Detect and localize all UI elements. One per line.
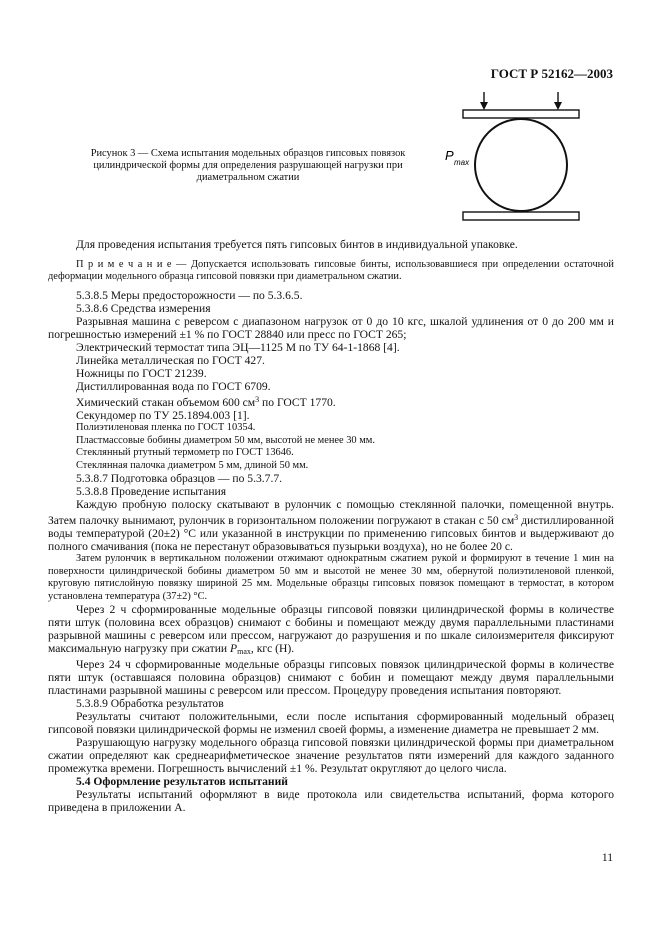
paragraph-report: Результаты испытаний оформляют в виде протокола или свидетельства испытаний, форма которого приведена в приложении А.: [48, 788, 614, 814]
paragraph-calculation: Разрушающую нагрузку модельного образца гипсовой повязки цилиндрической формы при диаметральном сжатии определяют как среднеарифметическое значение результатов пяти измерений для каждого заданного промежутка времени. Погрешность вычислений ±1 %. Результат округляют до целого числа.: [48, 736, 614, 775]
item-rod: Стеклянная палочка диаметром 5 мм, длиной 50 мм.: [76, 459, 309, 471]
section-5-3-8-5: 5.3.8.5 Меры предосторожности — по 5.3.6.5.: [76, 289, 303, 302]
cylindrical-specimen: [475, 119, 567, 211]
p1-text-end: дистиллированной воды температурой (20±2) °С или указанной в инструкции по применению гипсовых бинтов и выдерживают до полного смачивания (пока не перестанут образовываться пузырьки воздуха), но не более 20 с.: [48, 514, 614, 553]
paragraph-forming: Затем рулончик в вертикальном положении отжимают однократным сжатием рукой и формируют в течение 1 мин на поверхности цилиндрической бобины диаметром 50 мм и высотой не менее 30 мм, обернутой полиэтиленовой пленкой, круговую пятислойную повязку шириной 25 мм. Модельные образцы гипсовых повязок помещают в термостат, в котором установлена температура (37±2) °С.: [48, 553, 614, 602]
item-scissors: Ножницы по ГОСТ 21239.: [76, 367, 207, 380]
note-text: — Допускается использовать гипсовые бинты, использовавшиеся при определении остаточной деформации модельного образца гипсовой повязки при диаметральном сжатии.: [48, 259, 614, 282]
section-5-3-8-7: 5.3.8.7 Подготовка образцов — по 5.3.7.7.: [76, 472, 283, 485]
top-plate: [463, 110, 579, 118]
test-scheme-figure: [445, 90, 585, 235]
document-body: [48, 232, 614, 814]
label-max: max: [454, 158, 470, 167]
section-5-3-8-6: 5.3.8.6 Средства измерения: [76, 302, 211, 315]
p3-text-end: , кгс (Н).: [250, 642, 295, 655]
item-machine: Разрывная машина с реверсом с диапазоном нагрузок от 0 до 10 кгс, шкалой удлинения от 0 до 200 мм и погрешностью измерений ±1 % по ГОСТ 28840 или пресс по ГОСТ 265;: [48, 315, 614, 341]
note-title: П р и м е ч а н и е: [76, 259, 172, 270]
paragraph-results-criteria: Результаты считают положительными, если после испытания сформированный модельный образец гипсовой повязки цилиндрической формы не изменил своей формы, а изменение диаметра не превышает 2 мм.: [48, 710, 614, 736]
item-water: Дистиллированная вода по ГОСТ 6709.: [76, 380, 271, 393]
section-5-3-8-8: 5.3.8.8 Проведение испытания: [76, 485, 227, 498]
p3-symbol: P: [230, 642, 238, 655]
standard-header: ГОСТ Р 52162—2003: [490, 66, 613, 81]
bottom-plate: [463, 212, 579, 220]
p3-sub: max: [237, 647, 251, 656]
arrowhead-left: [480, 102, 488, 110]
p1-text: Каждую пробную полоску скатывают в рулончик с помощью стеклянной палочки, помещенной внутрь. Затем палочку вынимают, рулончик в горизонтальном положении погружают в стакан с 50 см: [48, 498, 614, 527]
section-5-4: 5.4 Оформление результатов испытаний: [76, 775, 288, 788]
item-film: Полиэтиленовая пленка по ГОСТ 10354.: [76, 422, 256, 433]
beaker-text: Химический стакан объемом 600 см: [76, 396, 256, 409]
item-ruler: Линейка металлическая по ГОСТ 427.: [76, 354, 265, 367]
item-thermometer: Стеклянный ртутный термометр по ГОСТ 13646.: [76, 447, 294, 458]
item-bobbins: Пластмассовые бобины диаметром 50 мм, высотой не менее 30 мм.: [76, 434, 375, 446]
paragraph-rolling: [48, 498, 614, 553]
paragraph-24h-test: Через 24 ч сформированные модельные образцы гипсовых повязок цилиндрической формы в количестве пяти штук (оставшаяся половина образцов) снимают с бобин и помещают между двумя параллельными пластинами разрывной машины с реверсом или прессом. Процедуру проведения испытания повторяют.: [48, 658, 614, 697]
figure-caption: Рисунок 3 — Схема испытания модельных образцов гипсовых повязок цилиндрической формы для определения разрушающей нагрузки при диаметральном сжатии: [90, 148, 406, 183]
beaker-text-end: по ГОСТ 1770.: [259, 396, 336, 409]
p3-text: Через 2 ч сформированные модельные образцы гипсовой повязки цилиндрической формы в количестве пяти штук (половина всех образцов) снимают с бобины и помещают между двумя параллельными пластинами разрывной машины с реверсом или прессом, нагружают до разрушения и по шкале силоизмерителя фиксируют максимальную нагрузку при сжатии: [48, 603, 614, 655]
test-scheme-diagram: [445, 90, 585, 230]
p1-sup: 3: [514, 513, 519, 522]
note-paragraph: [48, 259, 614, 283]
arrowhead-right: [554, 102, 562, 110]
item-stopwatch: Секундомер по ТУ 25.1894.003 [1].: [76, 409, 250, 422]
paragraph-2h-test: [48, 603, 614, 658]
item-thermostat: Электрический термостат типа ЭЦ—1125 М по ТУ 64-1-1868 [4].: [76, 341, 400, 354]
label-p: P: [445, 148, 454, 163]
page-number: 11: [601, 851, 613, 864]
intro-paragraph: Для проведения испытания требуется пять гипсовых бинтов в индивидуальной упаковке.: [76, 238, 518, 251]
section-5-3-8-9: 5.3.8.9 Обработка результатов: [76, 697, 224, 710]
beaker-sup: 3: [255, 395, 260, 404]
item-beaker: [48, 393, 614, 409]
